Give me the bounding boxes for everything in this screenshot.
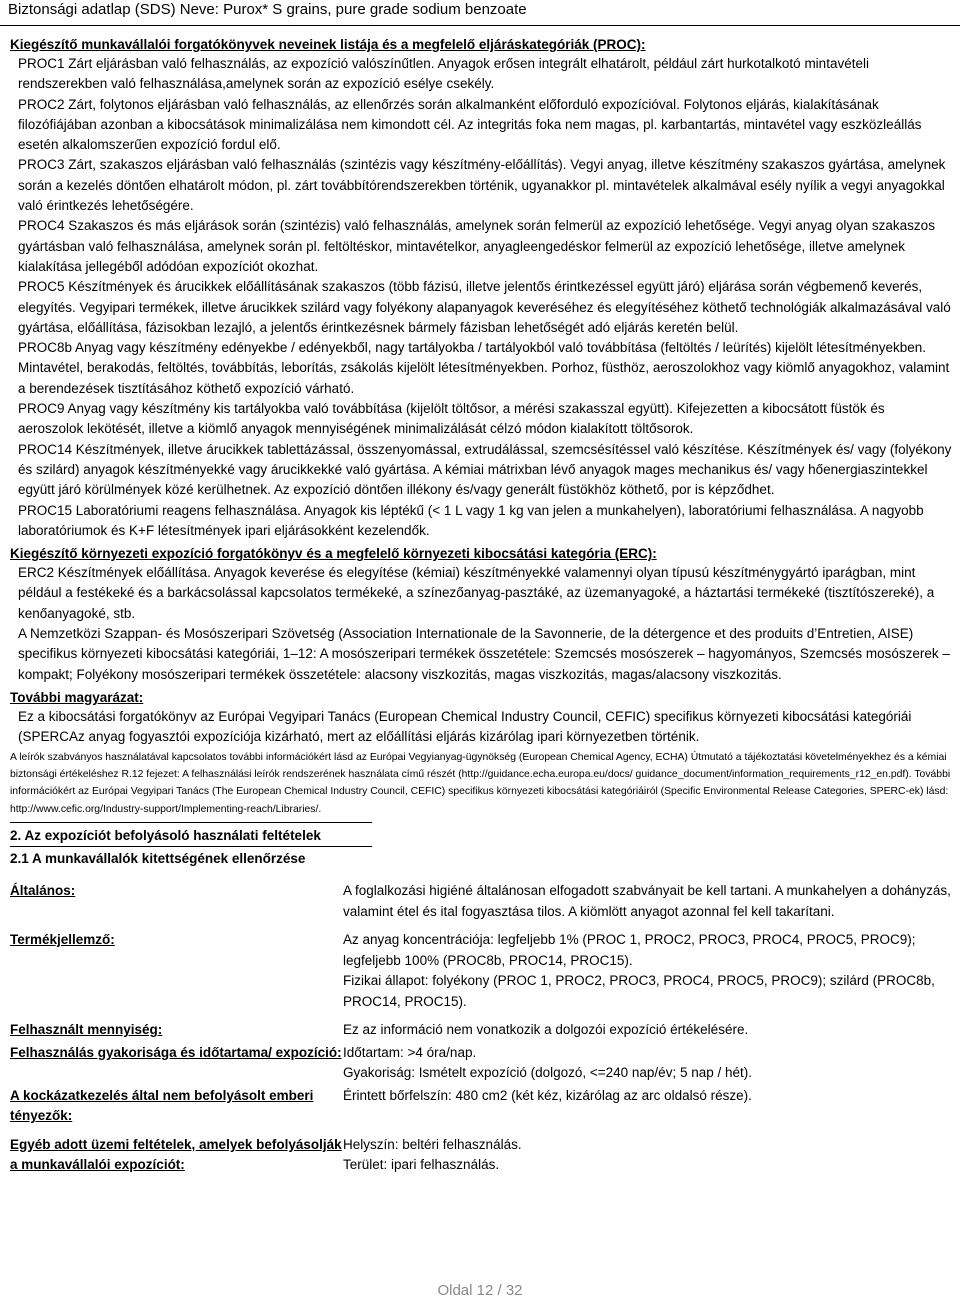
condition-label: Termékjellemző: [10,932,115,948]
further-explanation-text: Ez a kibocsátási forgatókönyv az Európai Vegyipari Tanács (European Chemical Industry Council, CEFIC) specifikus környezeti kibocsátási kategóriái (SPERCAz anyag fogyasztói expozíciója kizárható, mert az előállítási eljárás kizárólag ipari környezetben történik. [18,708,912,745]
proc8b-paragraph: PROC8b Anyag vagy készítmény edényekbe / edényekből, nagy tartályokba / tartályokból való továbbítása (feltöltés / leürítés) kijelölt létesítményekben. Mintavétel, berakodás, feltöltés, továbbítás, leborítás, zsákolás kijelölt létesítményekben. Porhoz, füsthöz, aeroszolokhoz vagy kiömlő anyagokhoz, valamint a berendezések tisztításához köthető expozíció várható. [18,340,950,396]
condition-value-line: Érintett bőrfelszín: 480 cm2 (két kéz, kizárólag az arc oldalsó része). [343,1087,752,1103]
descriptor-reference-note: A leírók szabványos használatával kapcsolatos további információkért lásd az Európai Vegyianyag-ügynökség (European Chemical Agency, ECHA) Útmutató a tájékoztatási követelményekhez és a kémiai biztonsági értékeléshez R.12 fejezet: A felhasználási leírók rendszerének használata című részét (http://guidance.echa.europa.eu/docs/ guidance_document/information_requirements_r12_en.pdf). További információkért az Európai Vegyipari Tanács (The European Chemical Industry Council, CEFIC) specifikus környezeti kibocsátási kategóriáiról (Specific Environmental Release Categories, SPERC-ek) lásd: http://www.cefic.org/Industry-support/Implementing-reach/Libraries/. [10,751,951,815]
condition-value-line: A foglalkozási higiéné általánosan elfogadott szabványait be kell tartani. A munkahelyen a dohányzás, valamint étel és ital fogyasztása tilos. A kiömlött anyagot azonnal fel kell takarítani. [343,883,951,919]
proc14-paragraph: PROC14 Készítmények, illetve árucikkek tablettázással, összenyomással, extrudálással, szemcsésítéssel való készítése. Készítmények és/ vagy (folyékony és szilárd) anyagok készítményekké vagy árucikkekké való gyártása. A kémiai mátrixban lévő anyagok mages mechanikus és/ vagy hőenergiaszintekkel együtt járó körülmények közé kerülhetnek. Az expozíció döntően illékony és/vagy generált füstökhöz köthető, por is képződhet. [18,441,952,498]
condition-value [343,1135,951,1176]
condition-value-line: Helyszín: beltéri felhasználás. [343,1136,522,1152]
worker-scenarios-heading: Kiegészítő munkavállalói forgatókönyvek neveinek listája és a megfelelő eljáráskategóriák (PROC): [10,37,646,52]
condition-row-amount [10,1020,952,1041]
conditions-table [10,881,952,1176]
condition-label: Felhasznált mennyiség: [10,1022,163,1038]
document-body [10,32,952,1176]
condition-value-line: Terület: ipari felhasználás. [343,1157,500,1173]
environment-scenario-heading: Kiegészítő környezeti expozíció forgatókönyv és a megfelelő környezeti kibocsátási kategória (ERC): [10,546,657,562]
proc2-paragraph: PROC2 Zárt, folytonos eljárásban való felhasználás, az ellenőrzés során alkalmanként előforduló expozícióval. Folytonos eljárás, kialakításának filozófiájában azonban a kibocsátások minimalizálása nem kimondott cél. Az integritás foka nem magas, pl. karbantartás, mintavétel vagy eszközleállás esetén alkalomszerűen expozíció fordul elő. [18,96,922,153]
condition-value-line: Az anyag koncentrációja: legfeljebb 1% (PROC 1, PROC2, PROC3, PROC4, PROC5, PROC9); legfeljebb 100% (PROC8b, PROC14, PROC15). [343,932,916,968]
condition-label: Egyéb adott üzemi feltételek, amelyek befolyásolják a munkavállalói expozíciót: [10,1136,342,1173]
header-divider [0,25,960,26]
proc4-paragraph: PROC4 Szakaszos és más eljárások során (szintézis) való felhasználás, amelynek során felmerül az expozíció lehetősége. Vegyi anyag olyan szakaszos gyártásban való felhasználása, amelynek során pl. feltöltéskor, mintavételkor, anyagleengedéskor felmerül az expozíció lehetősége, illetve amelynek kialakítása jellegéből adódóan expozíciót okozhat. [18,218,935,274]
condition-label: A kockázatkezelés által nem befolyásolt emberi tényezők: [10,1087,314,1124]
proc5-paragraph: PROC5 Készítmények és árucikkek előállításának szakaszos (több fázisú, illetve jelentős érintkezéssel együtt járó) eljárása során végbemenő keverés, elegyítés. Vegyipari termékek, illetve árucikkek szilárd vagy folyékony alapanyagok keveréséhez és elegyítéséhez köthető technológiák alkalmazásával való gyártása, előállítása, fázisokban lezajló, a jelentős érintkezésnek bármely fázisban lehetőségét adó eljárás keretén belül. [18,279,951,335]
proc15-paragraph: PROC15 Laboratóriumi reagens felhasználása. Anyagok kis léptékű (< 1 L vagy 1 kg van jelen a munkahelyen), laboratóriumi felhasználása. A nagyobb laboratóriumok és K+F létesítmények ipari eljárásokként kezelendők. [18,502,924,538]
page-number: Oldal 12 / 32 [437,1282,523,1299]
condition-row-frequency [10,1043,952,1084]
proc3-paragraph: PROC3 Zárt, szakaszos eljárásban való felhasználás (szintézis vagy készítmény-előállítás). Vegyi anyag, illetve készítmény szakaszos gyártása, amelynek során a kezelés döntően elhatárolt módon, pl. zárt továbbítórendszerekben történik, ugyanakkor pl. mintavételek alkalmával esély nyílik a vegyi anyagokkal való érintkezés lehetőségére. [18,157,946,214]
condition-row-other [10,1135,952,1176]
condition-value-line: Gyakoriság: Ismételt expozíció (dolgozó, <=240 nap/év; 5 nap / hét). [343,1065,752,1081]
proc9-paragraph: PROC9 Anyag vagy készítmény kis tartályokba való továbbítása (kijelölt töltősor, a mérési szakasszal együtt). Kifejezetten a kibocsátott füstök és aeroszolok lekötését, illetve a kiömlő anyagok mennyiségének minimalizálását célzó módon kialakított töltősorok. [18,401,885,437]
condition-value [343,1020,951,1041]
condition-value [343,1043,951,1084]
condition-value-line: Időtartam: >4 óra/nap. [343,1044,477,1060]
section-2-title: 2. Az expozíciót befolyásoló használati feltételek [10,822,372,846]
condition-row-product [10,930,952,1012]
further-explanation-heading: További magyarázat: [10,689,144,705]
proc1-paragraph: PROC1 Zárt eljárásban való felhasználás, az expozíció valószínűtlen. Anyagok erősen integrált elhatárolt, például zárt hurkotalkotó mintavételi rendszerekben való felhasználása,amelynek során az expozíció esélye csekély. [18,56,869,92]
section-2-1-subtitle: 2.1 A munkavállalók kitettségének ellenőrzése [10,846,372,869]
condition-value-line: Ez az információ nem vonatkozik a dolgozói expozíció értékelésére. [343,1022,749,1038]
environment-scenario-list [10,563,952,685]
condition-value-line: Fizikai állapot: folyékony (PROC 1, PROC2, PROC3, PROC4, PROC5, PROC9); szilárd (PROC8b, PROC14, PROC15). [343,973,935,1009]
condition-value [343,881,951,922]
condition-value [343,1086,951,1127]
erc2-paragraph: ERC2 Készítmények előállítása. Anyagok keverése és elegyítése (kémiai) készítményekké valamennyi olyan típusú készítménygyártó iparágban, mint például a festékeké és a barkácsolással kapcsolatos termékeké, a színezőanyag-pasztáké, az üzemanyagoké, a háztartási termékeké (tisztítószereké), a kenőanyagoké, stb. [18,565,935,621]
condition-label: Általános: [10,883,76,899]
condition-label: Felhasználás gyakorisága és időtartama/ expozíció: [10,1044,342,1060]
condition-row-general [10,881,952,922]
aise-paragraph: A Nemzetközi Szappan- és Mosószeripari Szövetség (Association Internationale de la Savonnerie, de la détergence et des produits d’Entretien, AISE) specifikus környezeti kibocsátási kategóriái, 1–12: A mosószeripari termékek összetétele: Szemcsés mosószerek – hagyományos, Szemcsés mosószerek – kompakt; Folyékony mosószeripari termékek összetétele: alacsony viszkozitás, magas viszkozitás, magas/alacsony viszkozitás. [18,626,950,682]
worker-scenarios-list [10,54,952,541]
condition-value [343,930,951,1012]
document-header: Biztonsági adatlap (SDS) Neve: Purox* S grains, pure grade sodium benzoate [8,1,527,18]
condition-row-human-factors [10,1086,952,1127]
